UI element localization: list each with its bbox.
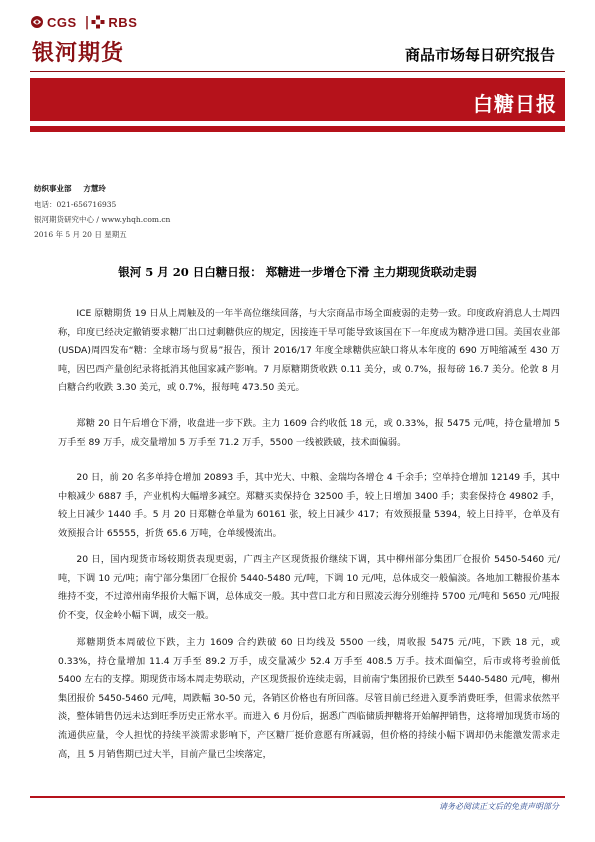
report-type: 商品市场每日研究报告 <box>404 46 555 64</box>
logo-row <box>30 14 143 30</box>
phone: 电话：021-65671693​5 <box>34 200 117 209</box>
disclaimer-note: 请务必阅读正文后的免责声明部分 <box>439 802 559 811</box>
website-label: 银河期货研究中心 / <box>34 215 99 224</box>
paragraph-text: 郑糖期货本周破位下跌，主力 1609 合约跌破 60 日均线及 5500 一线，周收报 5475 元/吨，下跌 18 元，或 0.33%，持仓量增加 11.4 万手至 89.2 万手，成交量减少 52.4 万手至 408.5 万手。技术面偏空，后市或将考验前低 5400 左右的支撑。期现货市场本周走势联动，产区现货报价连续走弱，目前南宁集团报价已跌至 5440-5480 元/吨，柳州集团报价 5450-5460 元/吨，周跌幅 30-50 元，各销区价格也有所回落。尽管目前已经进入夏季消费旺季，但需求依然平淡，整体销售仍远未达到旺季历史正常水平。而进入 6 月份后，据悉广西临储质押糖将开始解押销售，这将增加现货市场的流通供应量，令人担忧的持续平淡需求影响下，产区糖厂挺价意愿有所减弱，但价格的持续小幅下调却仍未能激发需求走高，且 5 月销售期已过大半，目前产量已尘埃落定， <box>58 637 560 760</box>
rbs-logo-icon <box>91 15 105 29</box>
paragraph-2 <box>58 415 560 452</box>
paragraph-text: ICE 原糖期货 19 日从上周触及的一年半高位继续回落，与大宗商品市场全面疲弱的走势一致。印度政府消息人士周四称，印度已经决定撤销要求糖厂出口过剩糖供应的规定，因接连干旱可能导致该国在下一年度成为糖净进口国。美国农业部(USDA)周四发布“糖：全球市场与贸易”报告，预计 2016/17 年度全球糖供应缺口将从本年度的 690 万吨缩减至 430 万吨，因巴西产量创纪录将抵消其他国家减产影响。7 月原糖期货收跌 0.11 美分，或 0.7%，报每磅 16.7 美分。伦敦 8 月白糖合约收跌 3.30 美元，或 0.7%，报每吨 473.50 美元。 <box>58 308 560 394</box>
paragraph-text: 20 日，国内现货市场较期货表现更弱，广西主产区现货报价继续下调，其中柳州部分集团厂仓报价 5450-5460 元/吨，下调 10 元/吨；南宁部分集团厂仓报价 5440-5480 元/吨，下调 10 元/吨，总体成交一般偏淡。各地加工糖报价基本维持不变，不过漳州南华报价大幅下调，总体成交一般。其中营口北方和日照凌云海分别维持 5700 元/吨和 5650 元/吨报价不变，仅金岭小幅下调，成交一般。 <box>58 554 560 621</box>
article-headline: 银河 5 月 20 日白糖日报： 郑糖进一步增仓下滑 主力期现货联动走弱 <box>118 265 477 279</box>
galaxy-logo-icon <box>30 15 44 29</box>
logo-cgs-text: CGS <box>47 14 77 30</box>
report-date: 2016 年 5 月 20 日 星期五 <box>34 230 127 239</box>
paragraph-5 <box>58 634 560 764</box>
paragraph-3 <box>58 469 560 543</box>
analyst-name: 方慧玲 <box>83 184 106 193</box>
paragraph-text: 郑糖 20 日午后增仓下滑，收盘进一步下跌。主力 1609 合约收低 18 元，或 0.33%，报 5475 元/吨，持仓量增加 5 万手至 89 万手，成交量增加 5 万手至 71.2 万手，5500 一线被跌破，技术面偏弱。 <box>58 418 560 448</box>
paragraph-4 <box>58 551 560 625</box>
banner-title: 白糖日报 <box>473 92 557 116</box>
department: 纺织事业部 <box>34 184 72 193</box>
logo-separator: | <box>84 14 90 30</box>
logo-rbs-text: RBS <box>108 14 138 30</box>
paragraph-text: 20 日，前 20 名多单持仓增加 20893 手，其中光大、中粮、金瑞均各增仓 4 千余手；空单持仓增加 12149 手，其中中粮减少 6887 手，产业机构大幅增多减空。郑糖买卖保持仓 32500 手，较上日增加 3400 手；卖套保持仓 49802 手，较上日减少 1440 手。5 月 20 日郑糖仓单量为 60161 张，较上日减少 417；有效预报量 5394，较上日持平，仓单及有效预报合计 65555，折货 65.6 万吨，仓单缓慢流出。 <box>58 472 560 539</box>
website-line <box>34 214 170 225</box>
paragraph-1 <box>58 305 560 398</box>
author-line <box>34 183 106 194</box>
footer-rule <box>30 796 565 798</box>
website-link[interactable]: www.yhqh.com.cn <box>101 215 171 224</box>
banner-bottom-rule <box>30 126 565 132</box>
brand-name: 银河期货 <box>32 41 125 66</box>
header-divider <box>30 71 565 72</box>
